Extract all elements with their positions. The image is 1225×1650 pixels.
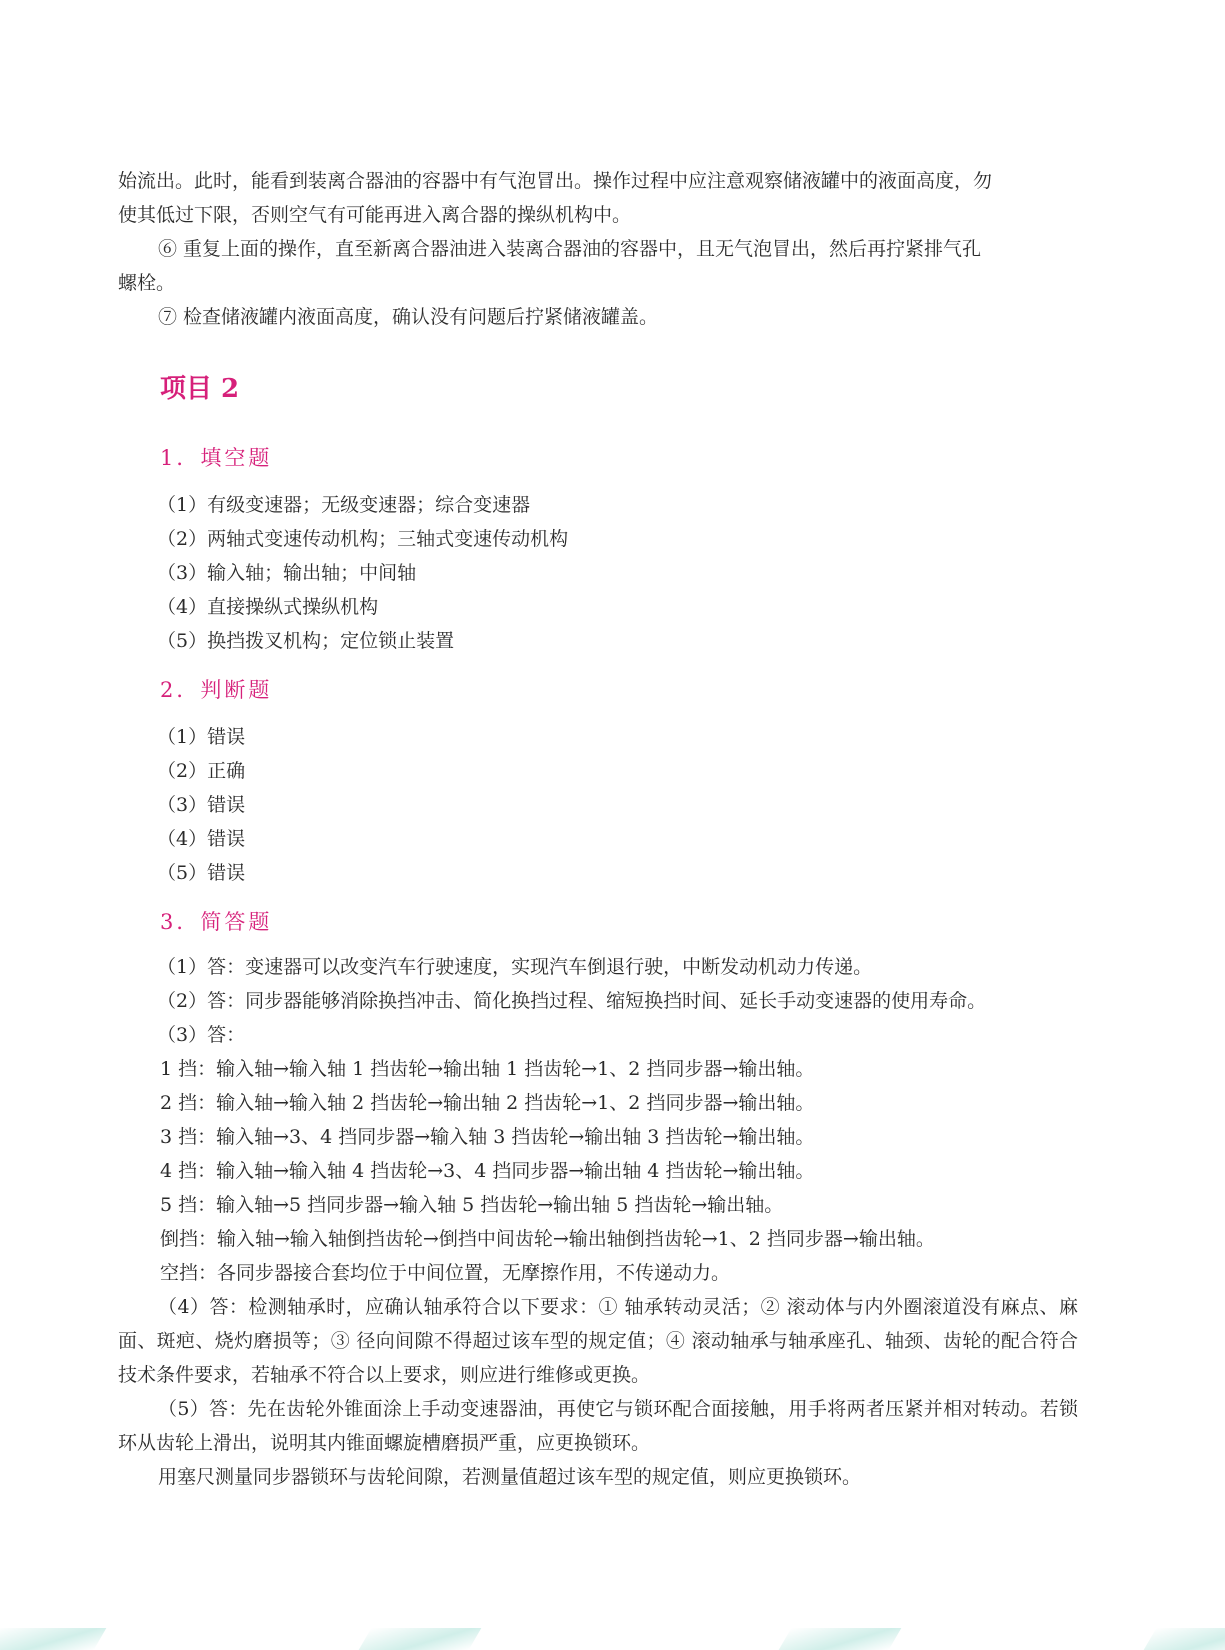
answer-q3: （3）答： xyxy=(157,1024,246,1046)
gear-path-item: 空挡：各同步器接合套均位于中间位置，无摩擦作用，不传递动力。 xyxy=(160,1262,731,1284)
intro-step6-line1: ⑥ 重复上面的操作，直至新离合器油进入装离合器油的容器中，且无气泡冒出，然后再拧紧排气孔 xyxy=(158,238,982,260)
answer-q1: （1）答：变速器可以改变汽车行驶速度，实现汽车倒退行驶，中断发动机动力传递。 xyxy=(157,956,873,978)
gear-path-item: 4 挡：输入轴→输入轴 4 挡齿轮→3、4 挡同步器→输出轴 4 挡齿轮→输出轴。 xyxy=(160,1160,815,1182)
list-item: （1）有级变速器；无级变速器；综合变速器 xyxy=(157,494,531,516)
section-title-judge: 2．判断题 xyxy=(160,678,273,702)
list-item: （5）换挡拨叉机构；定位锁止装置 xyxy=(157,630,455,652)
section-title-fill: 1．填空题 xyxy=(160,446,273,470)
gear-path-item: 3 挡：输入轴→3、4 挡同步器→输入轴 3 挡齿轮→输出轴 3 挡齿轮→输出轴。 xyxy=(160,1126,815,1148)
watermark-decoration xyxy=(359,1628,482,1650)
answer-q5-extra: 用塞尺测量同步器锁环与齿轮间隙，若测量值超过该车型的规定值，则应更换锁环。 xyxy=(158,1466,862,1488)
watermark-decoration xyxy=(779,1628,902,1650)
list-item: （2）两轴式变速传动机构；三轴式变速传动机构 xyxy=(157,528,569,550)
list-item: （2）正确 xyxy=(157,760,246,782)
list-item: （3）输入轴；输出轴；中间轴 xyxy=(157,562,417,584)
judge-answers-list xyxy=(157,720,245,890)
section-title-short: 3．简答题 xyxy=(160,910,273,934)
answer-q2: （2）答：同步器能够消除换挡冲击、简化换挡过程、缩短换挡时间、延长手动变速器的使用寿命。 xyxy=(157,990,987,1012)
gear-path-item: 5 挡：输入轴→5 挡同步器→输入轴 5 挡齿轮→输出轴 5 挡齿轮→输出轴。 xyxy=(160,1194,784,1216)
gear-path-item: 倒挡：输入轴→输入轴倒挡齿轮→倒挡中间齿轮→输出轴倒挡齿轮→1、2 挡同步器→输出轴。 xyxy=(160,1228,935,1250)
watermark-decoration xyxy=(1144,1628,1225,1650)
list-item: （4）直接操纵式操纵机构 xyxy=(157,596,379,618)
list-item: （5）错误 xyxy=(157,862,246,884)
project-title: 项目 2 xyxy=(160,374,240,404)
gear-paths-list xyxy=(160,1052,935,1290)
gear-path-item: 1 挡：输入轴→输入轴 1 挡齿轮→输出轴 1 挡齿轮→1、2 挡同步器→输出轴。 xyxy=(160,1058,815,1080)
watermark-decoration xyxy=(0,1628,106,1650)
answer-q4: （4）答：检测轴承时，应确认轴承符合以下要求：① 轴承转动灵活；② 滚动体与内外圈滚道没有麻点、麻面、斑疤、烧灼磨损等；③ 径向间隙不得超过该车型的规定值；④ 滚动轴承与轴承座孔、轴颈、齿轮的配合符合技术条件要求，若轴承不符合以上要求，则应进行维修或更换。 xyxy=(118,1296,1078,1386)
intro-para1-line1: 始流出。此时，能看到装离合器油的容器中有气泡冒出。操作过程中应注意观察储液罐中的液面高度，勿 xyxy=(118,170,993,192)
list-item: （1）错误 xyxy=(157,726,246,748)
short-answers-q1-q3 xyxy=(157,950,986,1052)
answer-q5: （5）答：先在齿轮外锥面涂上手动变速器油，再使它与锁环配合面接触，用手将两者压紧并相对转动。若锁环从齿轮上滑出，说明其内锥面螺旋槽磨损严重，应更换锁环。 xyxy=(118,1398,1078,1454)
intro-step6-line2: 螺栓。 xyxy=(118,272,176,294)
gear-path-item: 2 挡：输入轴→输入轴 2 挡齿轮→输出轴 2 挡齿轮→1、2 挡同步器→输出轴。 xyxy=(160,1092,815,1114)
list-item: （4）错误 xyxy=(157,828,246,850)
intro-para1-line2: 使其低过下限，否则空气有可能再进入离合器的操纵机构中。 xyxy=(118,204,632,226)
list-item: （3）错误 xyxy=(157,794,246,816)
intro-step7: ⑦ 检查储液罐内液面高度，确认没有问题后拧紧储液罐盖。 xyxy=(158,306,659,328)
fill-answers-list xyxy=(157,488,568,658)
